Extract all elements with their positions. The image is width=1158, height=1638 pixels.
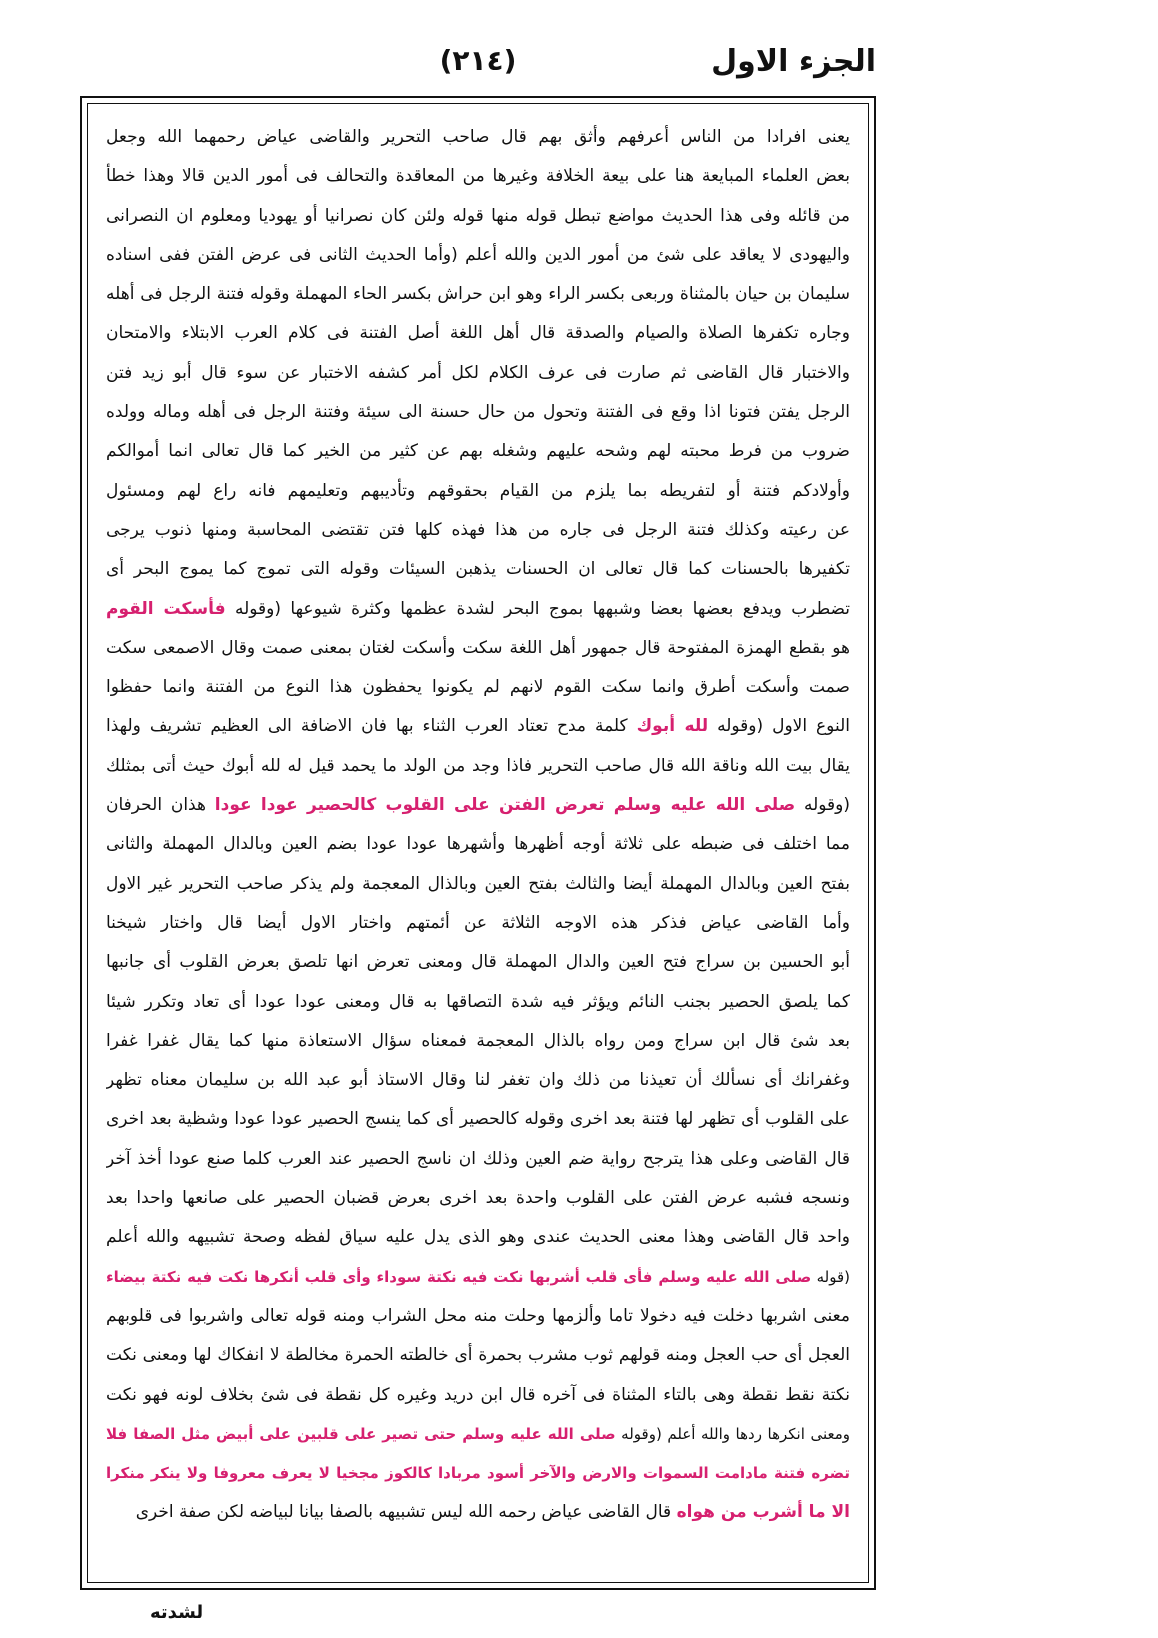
text-segment: ومعنى انكرها ردها والله أعلم (وقوله [615,1424,850,1443]
highlighted-quote: صلى الله عليه وسلم فأى قلب أشربها نكت فيه نكتة سوداء وأى قلب أنكرها نكت فيه نكتة بيضاء [106,1267,812,1286]
text-segment: وأما القاضى عياض فذكر هذه الاوجه الثلاثة عن أئمتهم واختار الاول أيضا قال واختار شيخنا [106,912,850,933]
highlighted-quote: الا ما أشرب من هواه [676,1502,850,1523]
text-line [106,1454,850,1493]
text-line [106,118,850,157]
text-line [106,943,850,982]
text-line [106,786,850,825]
text-line [106,1140,850,1179]
page-header [80,40,876,100]
text-line [106,1258,850,1297]
text-line [106,236,850,275]
text-segment: كلمة مدح تعتاد العرب الثناء بها فان الاضافة الى العظيم تشريف ولهذا [106,716,637,737]
text-segment: سليمان بن حيان بالمثناة وربعى بكسر الراء وهو ابن حراش بكسر الحاء المهملة وقوله فتنة الرجل فى أهله [106,284,850,305]
text-line [106,157,850,196]
text-segment: قال القاضى وعلى هذا يترجح رواية ضم العين وذلك ان ناسج الحصير عند العرب كلما صنع عودا أخذ آخر [106,1148,850,1169]
text-segment: العجل أى حب العجل ومنه قولهم ثوب مشرب بحمرة أى خالطته الحمرة مخالطة لا انفكاك لها ومعنى نكت [106,1345,850,1366]
text-line [106,668,850,707]
text-segment: قال القاضى عياض رحمه الله ليس تشبيهه بالصفا بيانا لبياضه لكن صفة اخرى [135,1502,677,1523]
text-segment: بعد شئ قال ابن سراج ومن رواه بالذال المعجمة فمعناه سؤال الاستعاذة منها كما يقال غفرا غفرا [106,1030,850,1051]
text-segment: بعض العلماء المبايعة هنا على بيعة الخلافة وغيرها من المعاقدة والتحالف فى أمور الدين قالا وهذا خطأ [106,166,850,187]
text-segment: والاختبار قال القاضى ثم صارت فى عرف الكلام لكل أمر كشفه الاختبار عن سوء قال أبو زيد فتن [106,362,850,383]
text-line [106,1061,850,1100]
text-segment: تكفيرها بالحسنات كما قال تعالى ان الحسنات يذهبن السيئات وقوله التى تموج كما يموج البحر أى [106,559,850,580]
text-segment: أبو الحسين بن سراج فتح العين والدال المهملة قال ومعنى تعرض انها تلصق بعرض القلوب أى جانبها [106,952,850,973]
highlighted-quote: صلى الله عليه وسلم تعرض الفتن على القلوب كالحصير عودا عودا [214,795,796,816]
text-segment: النوع الاول (وقوله [708,716,850,737]
text-line [106,590,850,629]
highlighted-quote: صلى الله عليه وسلم حتى تصير على قلبين على أبيض مثل الصفا فلا [106,1424,616,1443]
text-segment: بفتح العين وبالدال المهملة أيضا والثالث بفتح العين وبالذال المعجمة ولم يذكر صاحب التحرير غير الاول [106,873,850,894]
text-segment: ونسجه فشبه عرض الفتن على القلوب واحدة بعد اخرى بعرض قضبان الحصير على صانعها واحدا بعد [106,1188,850,1209]
text-line [106,550,850,589]
text-line [106,865,850,904]
text-line [106,825,850,864]
text-segment: هذان الحرفان [106,795,215,816]
text-segment: ضروب من فرط محبته لهم وشحه عليهم وشغله بهم عن كثير من الخير كما قال تعالى انما أموالكم [106,441,850,462]
text-segment: واحد قال القاضى وهذا معنى الحديث عندى وهو الذى يدل عليه سياق لفظه وصحة تشبيهه والله أعلم [106,1227,850,1248]
text-segment: يقال بيت الله وناقة الله قال صاحب التحرير فاذا وجد من الولد ما يحمد قيل له لله أبوك حيث أتى بمثلك [106,755,850,776]
text-line [106,1297,850,1336]
commentary-text [106,118,850,1574]
text-segment: هو بقطع الهمزة المفتوحة قال جمهور أهل اللغة سكت وأسكت لغتان بمعنى صمت وقال الاصمعى سكت [106,637,850,658]
text-segment: من قائله وفى هذا الحديث مواضع تبطل قوله منها قوله ولئن كان نصرانيا أو يهوديا ومعلوم ان النصرانى [106,205,850,226]
text-line [106,747,850,786]
text-segment: يعنى افرادا من الناس أعرفهم وأثق بهم قال صاحب التحرير والقاضى عياض رحمهما الله وجعل [106,127,850,147]
text-segment: صمت وأسكت أطرق وانما سكت القوم لانهم لم يكونوا يحفظون هذا النوع من الفتنة وانما حفظوا [106,677,850,698]
text-line [106,1376,850,1415]
part-title: الجزء الاول [711,44,876,79]
text-line [106,629,850,668]
text-line [106,511,850,550]
text-line [106,983,850,1022]
text-line [106,1179,850,1218]
text-line [106,707,850,746]
text-line [106,1493,850,1532]
text-line [106,197,850,236]
text-segment: معنى اشربها دخلت فيه دخولا تاما وألزمها وحلت منه محل الشراب ومنه قوله تعالى واشربوا فى قلوبهم [106,1305,850,1326]
text-line [106,472,850,511]
text-segment: مما اختلف فى ضبطه على ثلاثة أوجه أظهرها وأشهرها عودا عودا بضم العين وبالدال المهملة والثانى [106,834,850,855]
text-segment: نكتة نقط نقطة وهى بالتاء المثناة فى آخره قال ابن دريد وغيره كل نقطة فى شئ بخلاف لونه فهو نكت [106,1384,850,1405]
text-segment: تضطرب ويدفع بعضها بعضا وشبهها بموج البحر لشدة عظمها وكثرة شيوعها (وقوله [225,598,850,619]
text-line [106,275,850,314]
highlighted-quote: فأسكت القوم [106,598,226,619]
text-segment: (قوله [811,1267,850,1286]
text-line [106,432,850,471]
text-line [106,1415,850,1454]
text-segment: كما يلصق الحصير بجنب النائم ويؤثر فيه شدة التصاقها به قال ومعنى عودا عودا أى تعاد وتكرر شيئا [106,991,850,1012]
text-line [106,904,850,943]
catchword: لشدته [150,1602,204,1623]
highlighted-quote: تضره فتنة مادامت السموات والارض والآخر أسود مربادا كالكوز مجخيا لا يعرف معروفا ولا ينكر منكرا [106,1464,850,1483]
text-line [106,354,850,393]
highlighted-quote: لله أبوك [636,716,709,737]
text-line [106,314,850,353]
text-segment: واليهودى لا يعاقد على شئ من أمور الدين والله أعلم (وأما الحديث الثانى فى عرض الفتن ففى اسناده [106,244,850,265]
text-segment: على القلوب أى تظهر لها فتنة بعد اخرى وقوله كالحصير أى كما ينسج الحصير عودا عودا وشظية بعد اخرى [106,1109,850,1130]
text-segment: الرجل يفتن فتونا اذا وقع فى الفتنة وتحول من حال حسنة الى سيئة وفتنة الرجل فى أهله وماله وولده [106,402,850,423]
text-line [106,1336,850,1375]
page-number: (٢١٤) [439,44,517,77]
text-line [106,1100,850,1139]
text-line [106,1022,850,1061]
text-segment: وغفرانك أى نسألك أن تعيذنا من ذلك وان تغفر لنا وقال الاستاذ أبو عبد الله بن سليمان معناه تظهر [106,1070,850,1091]
text-line [106,1218,850,1257]
text-segment: (وقوله [795,795,850,816]
text-segment: عن رعيته وكذلك فتنة الرجل فى جاره من هذا فهذه كلها فتن تقتضى المحاسبة ومنها ذنوب يرجى [106,519,850,540]
text-segment: وأولادكم فتنة أو لتفريطه بما يلزم من القيام بحقوقهم وتأديبهم وتعليمهم فانه راع لهم ومسئول [106,480,850,501]
text-line [106,393,850,432]
text-segment: وجاره تكفرها الصلاة والصيام والصدقة قال أهل اللغة أصل الفتنة فى كلام العرب الابتلاء والامتحان [106,323,850,344]
